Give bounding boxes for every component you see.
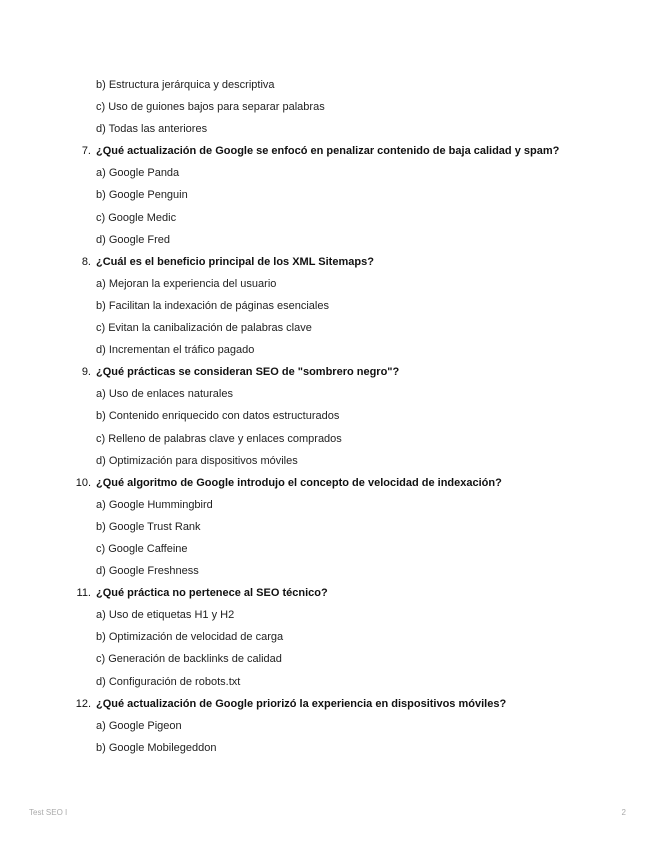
- question-10: [0, 472, 655, 494]
- option-item: d) Google Freshness: [96, 565, 199, 578]
- question-text: ¿Qué práctica no pertenece al SEO técnico?: [96, 587, 328, 600]
- question-11: [0, 582, 655, 604]
- option-item: d) Google Fred: [96, 233, 170, 246]
- option-item: b) Google Penguin: [96, 189, 188, 202]
- option-item: c) Relleno de palabras clave y enlaces comprados: [96, 432, 342, 445]
- option-item: c) Google Medic: [96, 211, 177, 224]
- question-9: [0, 361, 655, 383]
- footer-title: Test SEO I: [29, 808, 68, 817]
- option-item: a) Uso de etiquetas H1 y H2: [96, 609, 235, 622]
- question-text: ¿Cuál es el beneficio principal de los XML Sitemaps?: [96, 255, 374, 268]
- option-item: c) Generación de backlinks de calidad: [96, 653, 282, 666]
- option-item: d) Optimización para dispositivos móviles: [96, 454, 298, 467]
- option-item: b) Optimización de velocidad de carga: [96, 631, 284, 644]
- question-number: 12.: [75, 697, 91, 710]
- option-item: a) Google Pigeon: [96, 719, 182, 732]
- option-item: b) Contenido enriquecido con datos estructurados: [96, 410, 340, 423]
- option-item: a) Google Hummingbird: [96, 498, 213, 511]
- question-text: ¿Qué prácticas se consideran SEO de "sombrero negro"?: [96, 366, 400, 379]
- question-number: 11.: [76, 587, 91, 600]
- option-item: a) Google Panda: [96, 167, 180, 180]
- question-number: 10.: [75, 476, 91, 489]
- question-number: 7.: [81, 145, 91, 158]
- question-8: [0, 251, 655, 273]
- question-number: 8.: [81, 255, 91, 268]
- option-item: c) Evitan la canibalización de palabras clave: [96, 322, 312, 335]
- option-item: b) Google Mobilegeddon: [96, 741, 217, 754]
- option-item: c) Uso de guiones bajos para separar palabras: [96, 101, 325, 114]
- question-7: [0, 140, 655, 162]
- page-number: 2: [621, 808, 626, 817]
- option-item: d) Incrementan el tráfico pagado: [96, 344, 255, 357]
- question-number: 9.: [81, 366, 91, 379]
- question-12: [0, 693, 655, 715]
- option-item: b) Estructura jerárquica y descriptiva: [96, 79, 275, 91]
- question-list: [0, 74, 655, 759]
- option-item: d) Configuración de robots.txt: [96, 675, 241, 688]
- option-item: a) Uso de enlaces naturales: [96, 388, 233, 401]
- question-text: ¿Qué actualización de Google priorizó la experiencia en dispositivos móviles?: [96, 697, 507, 710]
- option-item: a) Mejoran la experiencia del usuario: [96, 277, 277, 290]
- question-text: ¿Qué algoritmo de Google introdujo el concepto de velocidad de indexación?: [96, 476, 502, 489]
- option-item: b) Facilitan la indexación de páginas esenciales: [96, 299, 329, 312]
- question-text: ¿Qué actualización de Google se enfocó en penalizar contenido de baja calidad y spam?: [96, 145, 560, 158]
- option-item: c) Google Caffeine: [96, 542, 188, 555]
- option-item: d) Todas las anteriores: [96, 123, 208, 136]
- option-item: b) Google Trust Rank: [96, 520, 201, 533]
